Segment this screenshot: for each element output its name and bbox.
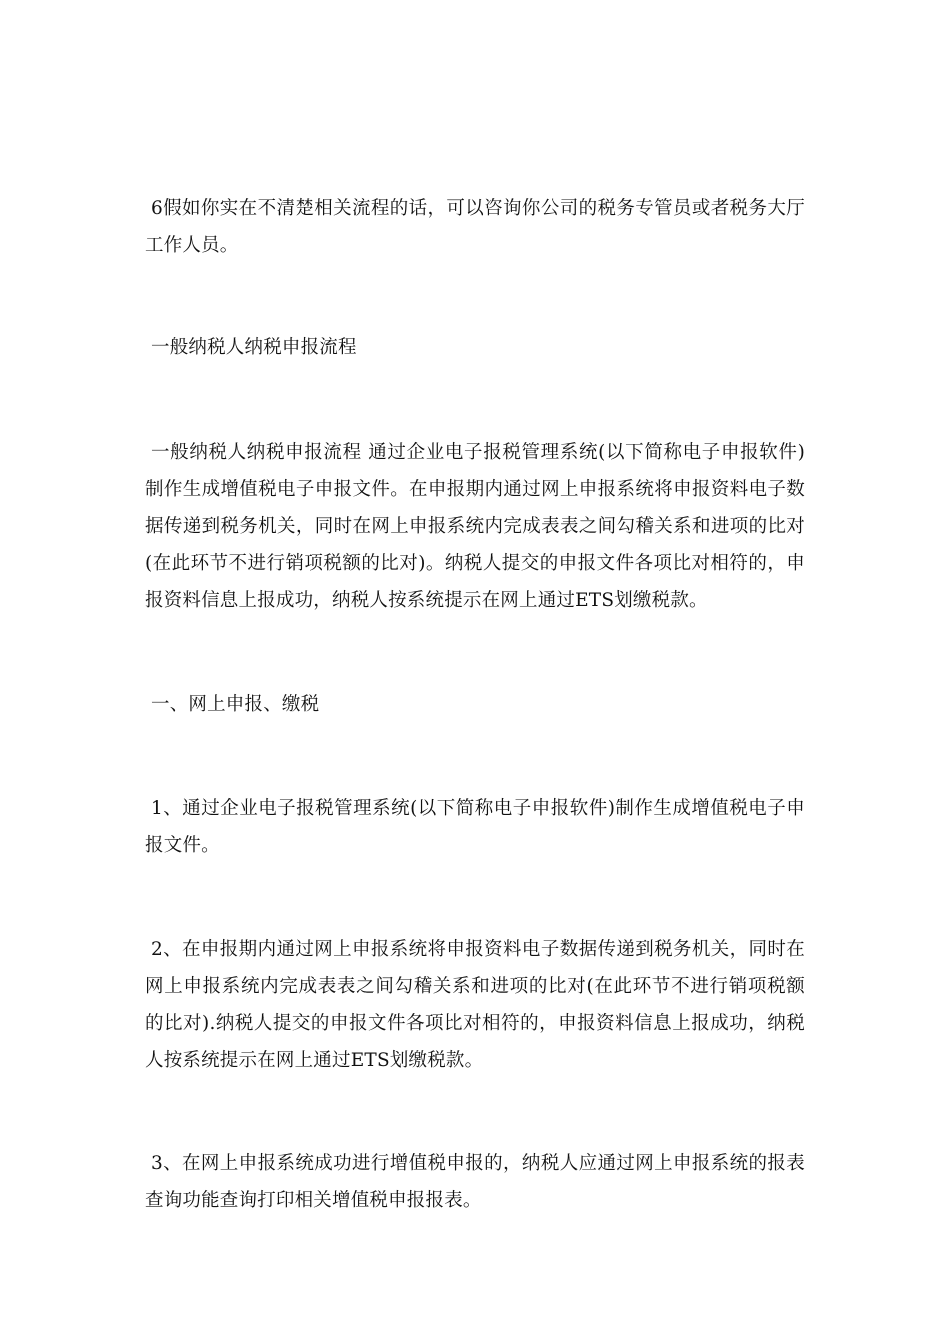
heading-online-filing: 一、网上申报、缴税 [151,694,320,715]
paragraph-step-3: 3、在网上申报系统成功进行增值税申报的，纳税人应通过网上申报系统的报表查询功能查询打印相关增值税申报报表。 [145,1153,805,1211]
paragraph-process-overview: 一般纳税人纳税申报流程 通过企业电子报税管理系统(以下简称电子申报软件)制作生成增值税电子申报文件。在申报期内通过网上申报系统将申报资料电子数据传递到税务机关，同时在网上申报系统内完成表表之间勾稽关系和进项的比对(在此环节不进行销项税额的比对)。纳税人提交的申报文件各项比对相符的，申报资料信息上报成功，纳税人按系统提示在网上通过ETS划缴税款。 [145,442,805,611]
paragraph-step-1: 1、通过企业电子报税管理系统(以下简称电子申报软件)制作生成增值税电子申报文件。 [145,798,805,856]
paragraph-consult-tax-officer: 6假如你实在不清楚相关流程的话，可以咨询你公司的税务专管员或者税务大厅工作人员。 [145,198,805,256]
paragraph-step-2: 2、在申报期内通过网上申报系统将申报资料电子数据传递到税务机关，同时在网上申报系统内完成表表之间勾稽关系和进项的比对(在此环节不进行销项税额的比对).纳税人提交的申报文件各项比对相符的，申报资料信息上报成功，纳税人按系统提示在网上通过ETS划缴税款。 [145,939,805,1071]
heading-general-taxpayer-process: 一般纳税人纳税申报流程 [151,337,357,358]
